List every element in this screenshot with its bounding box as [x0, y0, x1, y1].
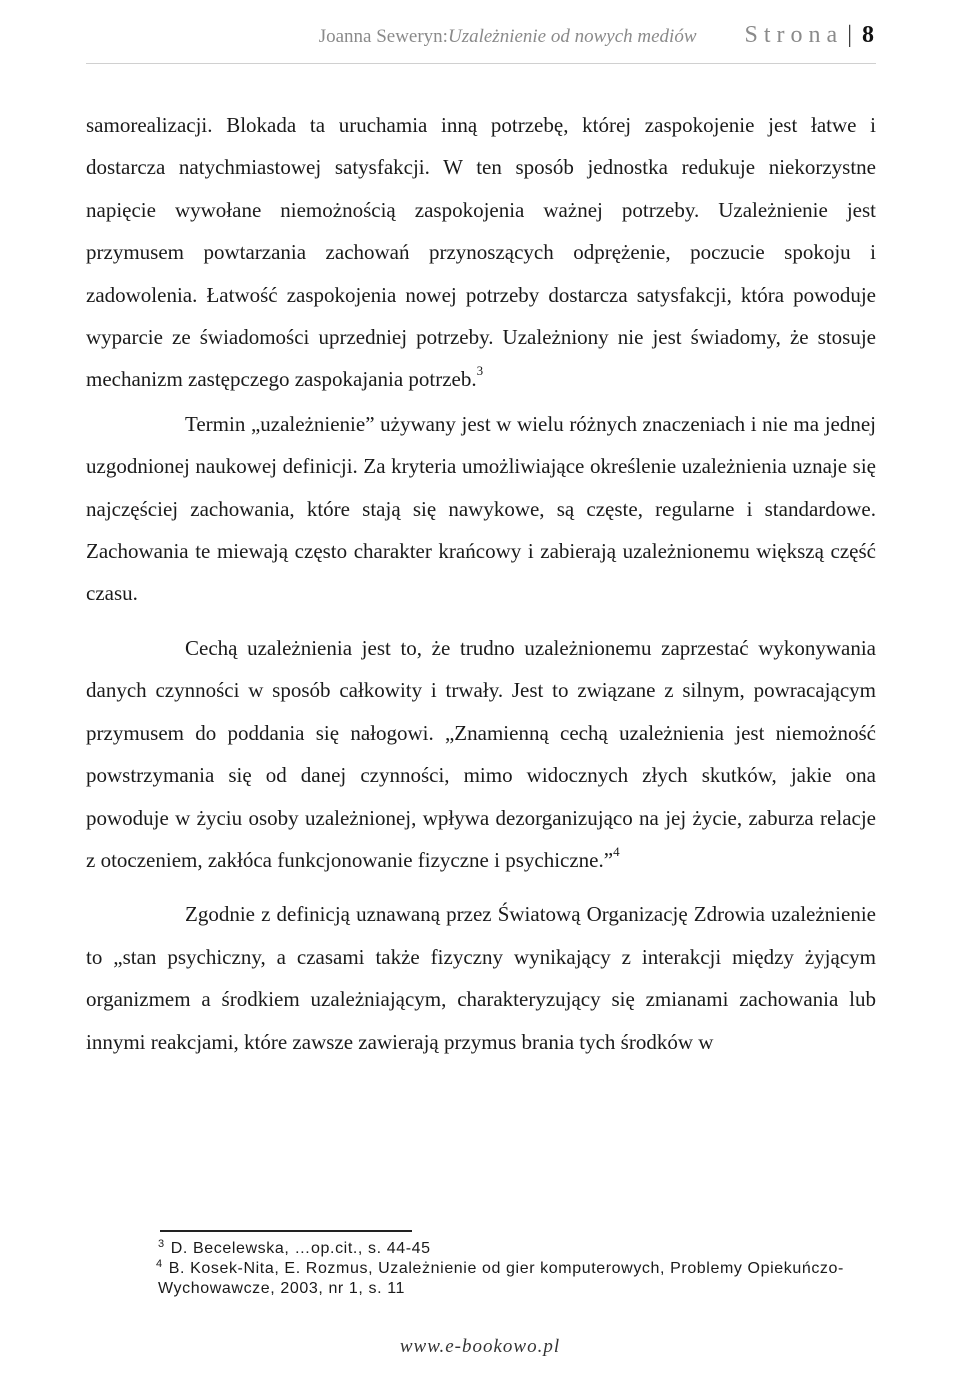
- paragraph-2-text: Termin „uzależnienie” używany jest w wielu różnych znaczeniach i nie ma jednej uzgodnionej naukowej definicji. Za kryteria umożliwiające określenie uzależnienia uznaje się najczęściej zachowania, które stają się nawykowe, są częste, regularne i standardowe. Zachowania te miewają często charakter krańcowy i zabierają uzależnionemu większą część czasu.: [86, 411, 876, 606]
- paragraph-1-text: samorealizacji. Blokada ta uruchamia inną potrzebę, której zaspokojenie jest łatwe i dostarcza natychmiastowej satysfakcji. W ten sposób jednostka redukuje niekorzystne napięcie wywołane niemożnością zaspokojenia ważnej potrzeby. Uzależnienie jest przymusem powtarzania zachowań przynoszących odprężenie, poczucie spokoju i zadowolenia. Łatwość zaspokojenia nowej potrzeby dostarcza satysfakcji, która powoduje wyparcie ze świadomości uprzedniej potrzeby. Uzależniony nie jest świadomy, że stosuje mechanizm zastępczego zaspokajania potrzeb.: [86, 113, 876, 392]
- footnote-4-number: 4: [156, 1258, 163, 1270]
- footer-url: www.e-bookowo.pl: [399, 1336, 561, 1357]
- footnote-3-number: 3: [158, 1238, 165, 1250]
- paragraph-4: [86, 893, 876, 1063]
- paragraph-3: [86, 627, 876, 881]
- page-header: [86, 22, 874, 60]
- footnote-ref-4: 4: [613, 843, 620, 859]
- footnote-4-text: B. Kosek-Nita, E. Rozmus, Uzależnienie od gier komputerowych, Problemy Opiekuńczo-Wychowawcze, 2003, nr 1, s. 11: [158, 1260, 844, 1297]
- paragraph-4-text: Zgodnie z definicją uznawaną przez Światową Organizację Zdrowia uzależnienie to „stan psychiczny, a czasami także fizyczny wynikający z interakcji między żyjącym organizmem a środkiem uzależniającym, charakteryzujący się zmianami zachowania lub innymi reakcjami, które zawsze zawierają przymus brania tych środków w: [86, 902, 876, 1054]
- header-title: Uzależnienie od nowych mediów: [447, 26, 697, 47]
- paragraph-3-text: Cechą uzależnienia jest to, że trudno uzależnionemu zaprzestać wykonywania danych czynności w sposób całkowity i trwały. Jest to związane z silnym, powracającym przymusem do poddania się nałogowi. „Znamienną cechą uzależnienia jest niemożność powstrzymania się od danej czynności, mimo widocznych złych skutków, jakie ona powoduje w życiu osoby uzależnionej, wpływa dezorganizująco na jej życie, zaburza relacje z otoczeniem, zakłóca funkcjonowanie fizyczne i psychiczne.”: [86, 635, 876, 872]
- footnotes: [86, 1239, 878, 1299]
- page-number: 8: [862, 22, 874, 48]
- header-author: Joanna Seweryn:: [318, 26, 448, 47]
- header-rule: [86, 63, 876, 64]
- footnote-4: [86, 1259, 878, 1299]
- main-text: [86, 104, 876, 1063]
- header-page-label: Strona: [744, 22, 844, 48]
- footnote-ref-3: 3: [476, 363, 484, 379]
- paragraph-2: [86, 403, 876, 615]
- footnote-3: [86, 1239, 878, 1259]
- footnote-3-text: D. Becelewska, …op.cit., s. 44-45: [170, 1240, 431, 1257]
- header-separator: |: [847, 22, 852, 48]
- footnote-separator: [160, 1230, 412, 1232]
- paragraph-1: [86, 104, 876, 401]
